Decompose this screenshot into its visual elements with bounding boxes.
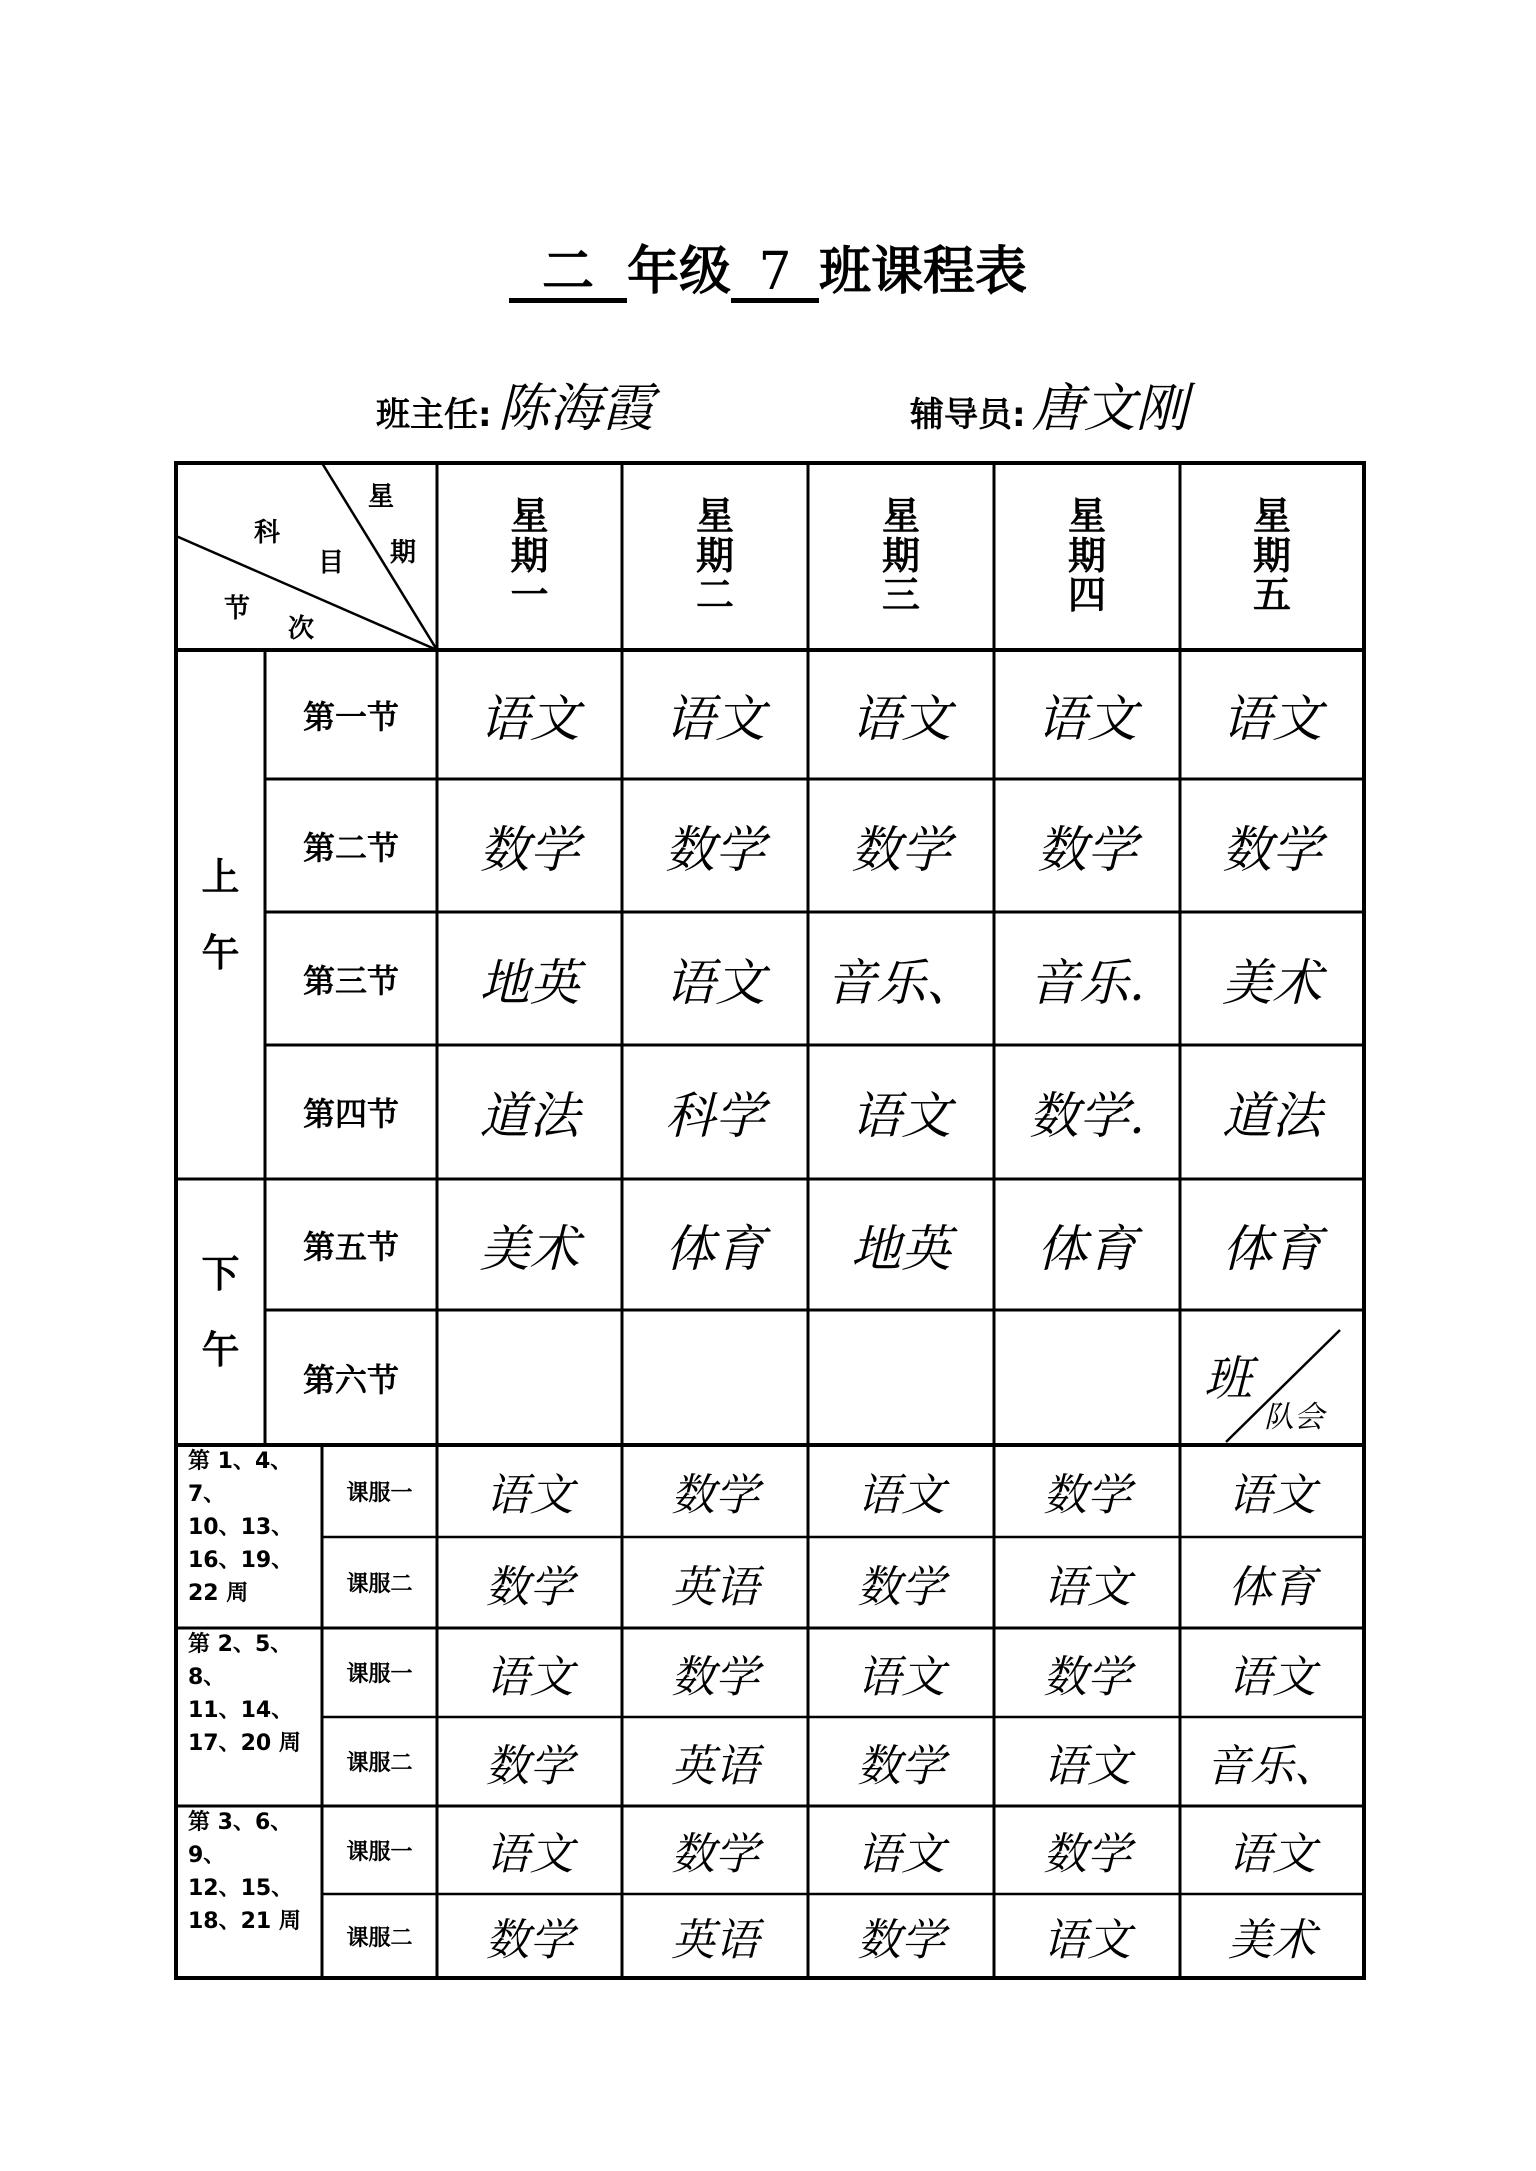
service-weeks-group-1 [176, 1445, 322, 1628]
schedule-cell: 语文 [851, 1087, 951, 1145]
service-cell: 数学 [671, 1829, 759, 1880]
service-cell: 数学 [671, 1651, 759, 1703]
service-cell: 语文 [1043, 1740, 1131, 1792]
day-char: 五 [1252, 573, 1291, 618]
schedule-cell: 地英 [479, 953, 580, 1012]
service-cell: 数学 [485, 1915, 574, 1966]
schedule-cell: 地英 [851, 1219, 951, 1278]
service-cell: 音乐、 [1206, 1740, 1338, 1792]
schedule-cell: 语文 [665, 689, 765, 748]
corner-section-label: 节 [224, 594, 251, 624]
schedule-cell: 美术 [479, 1219, 580, 1278]
tutor-signature: 唐文刚 [1031, 379, 1188, 439]
service-cell: 数学 [1043, 1470, 1131, 1521]
half-char: 午 [201, 1328, 240, 1372]
schedule-cell: 语文 [1222, 689, 1322, 748]
schedule-cell: 体育 [1222, 1219, 1322, 1278]
schedule-cell: 体育 [1037, 1219, 1137, 1278]
service-cell: 体育 [1228, 1561, 1316, 1613]
service-cell: 语文 [485, 1651, 574, 1703]
service-cell: 数学 [485, 1561, 574, 1613]
period-label: 第三节 [302, 961, 399, 1000]
afternoon-label [176, 1179, 265, 1445]
day-char: 期 [1067, 533, 1106, 578]
day-char: 二 [695, 573, 734, 618]
header-monday [437, 463, 622, 650]
header-wednesday [808, 463, 994, 650]
weeks-line: 第 1、4、7、 [188, 1449, 293, 1507]
corner-section-word: 次 [288, 614, 315, 644]
service-cell: 数学 [857, 1740, 945, 1792]
head-teacher-signature: 陈海霞 [497, 379, 654, 439]
day-char: 期 [881, 533, 920, 578]
service-label: 课服一 [346, 1480, 413, 1506]
schedule-cell: 数学 [1222, 820, 1322, 879]
weeks-line: 10、13、 [188, 1515, 294, 1540]
day-char: 四 [1067, 573, 1106, 618]
day-char: 三 [881, 573, 920, 618]
half-char: 下 [201, 1252, 240, 1296]
service-cell: 语文 [485, 1470, 574, 1521]
period-label: 第一节 [302, 697, 399, 736]
period-label: 第四节 [302, 1095, 399, 1133]
corner-subject-word: 目 [318, 548, 345, 578]
head-teacher [376, 366, 654, 441]
schedule-cell: 语文 [479, 689, 580, 748]
day-char: 星 [695, 493, 734, 538]
service-cell: 数学 [1043, 1651, 1131, 1703]
corner-weekday-label: 星 [368, 482, 395, 512]
half-char: 上 [201, 854, 240, 899]
service-cell: 语文 [857, 1470, 945, 1521]
service-cell: 数学 [485, 1740, 574, 1792]
service-cell: 语文 [857, 1829, 945, 1880]
service-cell: 语文 [1228, 1829, 1316, 1880]
day-char: 期 [510, 533, 549, 578]
schedule-cell: 数学 [479, 820, 580, 879]
friday-sixth-top: 班 [1204, 1351, 1253, 1407]
service-label: 课服二 [346, 1572, 413, 1597]
day-char: 星 [1252, 493, 1291, 538]
tutor-label: 辅导员: [910, 395, 1026, 435]
page-title [0, 242, 1536, 303]
schedule-cell: 数学 [1037, 820, 1137, 879]
service-cell: 语文 [1043, 1561, 1131, 1613]
service-cell: 语文 [1043, 1915, 1131, 1966]
grade-blank: 二 [509, 246, 627, 303]
day-char: 一 [510, 573, 549, 618]
period-label: 第六节 [302, 1360, 399, 1399]
weeks-line: 17、20 周 [188, 1731, 301, 1756]
service-label: 课服二 [346, 1751, 413, 1776]
class-number-blank: 7 [731, 246, 819, 303]
schedule-cell: 语文 [1037, 689, 1137, 748]
head-teacher-label: 班主任: [376, 395, 492, 435]
service-label: 课服一 [346, 1662, 413, 1687]
service-cell: 数学 [1043, 1829, 1131, 1880]
weeks-line: 16、19、 [188, 1548, 294, 1573]
day-char: 期 [695, 533, 734, 578]
weeks-line: 12、15、 [188, 1876, 294, 1901]
grade-label: 年级 [626, 242, 731, 302]
weeks-line: 22 周 [188, 1581, 249, 1606]
weeks-line: 18、21 周 [188, 1909, 301, 1934]
morning-label [176, 650, 265, 1179]
half-char: 午 [201, 930, 240, 975]
day-char: 星 [510, 493, 549, 538]
schedule-cell: 科学 [665, 1087, 765, 1145]
service-weeks-group-3 [176, 1806, 322, 1978]
corner-subject-label: 科 [254, 518, 281, 548]
weeks-line: 第 2、5、8、 [188, 1632, 293, 1690]
service-cell: 英语 [671, 1561, 759, 1613]
tutor [910, 366, 1188, 441]
friday-sixth-bottom: 队会 [1264, 1400, 1324, 1435]
schedule-cell: 音乐. [1029, 953, 1145, 1012]
service-cell: 语文 [1228, 1470, 1316, 1521]
service-label: 课服一 [346, 1839, 413, 1865]
schedule-cell: 体育 [665, 1219, 765, 1278]
period-label: 第二节 [302, 828, 399, 867]
title-suffix: 班课程表 [819, 242, 1028, 302]
service-weeks-group-2 [176, 1628, 322, 1806]
service-cell: 美术 [1228, 1915, 1316, 1966]
weeks-line: 第 3、6、9、 [188, 1810, 293, 1868]
day-char: 期 [1252, 533, 1291, 578]
period-label: 第五节 [302, 1227, 399, 1266]
schedule-cell: 数学 [851, 820, 951, 879]
schedule-cell: 音乐、 [826, 953, 976, 1012]
header-thursday [994, 463, 1180, 650]
day-char: 星 [1067, 493, 1106, 538]
service-cell: 数学 [857, 1561, 945, 1613]
schedule-cell: 道法 [1222, 1087, 1322, 1145]
service-label: 课服二 [346, 1925, 413, 1951]
schedule-cell: 美术 [1222, 953, 1322, 1012]
service-cell: 英语 [671, 1740, 759, 1792]
service-cell: 语文 [1228, 1651, 1316, 1703]
service-cell: 数学 [857, 1915, 945, 1966]
service-cell: 语文 [857, 1651, 945, 1703]
day-char: 星 [881, 493, 920, 538]
schedule-cell: 道法 [479, 1087, 580, 1145]
service-cell: 数学 [671, 1470, 759, 1521]
weeks-line: 11、14、 [188, 1698, 294, 1723]
header-friday [1180, 463, 1364, 650]
schedule-cell: 语文 [665, 953, 765, 1012]
header-tuesday [622, 463, 808, 650]
corner-period-label: 期 [390, 538, 417, 568]
schedule-cell: 数学. [1029, 1087, 1145, 1145]
schedule-cell: 语文 [851, 689, 951, 748]
service-cell: 英语 [671, 1915, 759, 1966]
schedule-cell: 数学 [665, 820, 765, 879]
service-cell: 语文 [485, 1829, 574, 1880]
